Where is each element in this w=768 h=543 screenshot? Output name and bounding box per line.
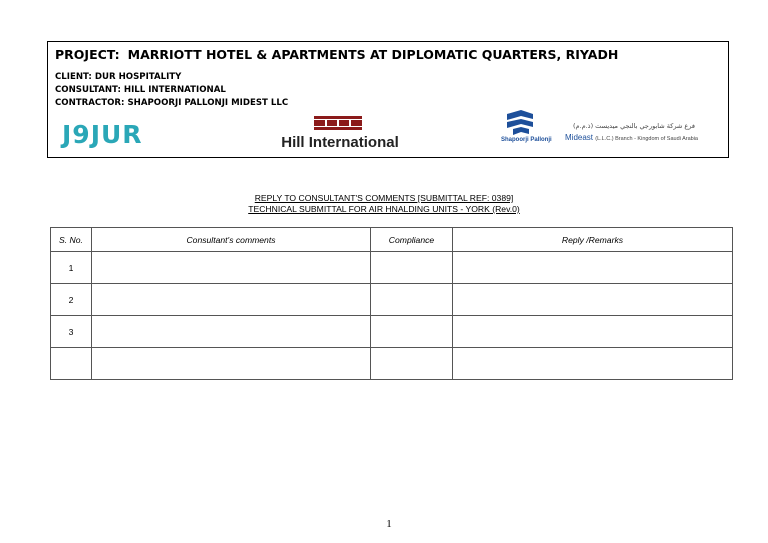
column-header-sno: S. No. bbox=[51, 228, 92, 252]
sno-cell bbox=[51, 348, 92, 380]
project-header-box bbox=[47, 41, 729, 158]
compliance-cell bbox=[371, 284, 453, 316]
hill-international-logo bbox=[260, 114, 420, 154]
compliance-cell bbox=[371, 348, 453, 380]
table-header-row bbox=[51, 228, 733, 252]
client-line: CLIENT: DUR HOSPITALITY bbox=[55, 72, 182, 82]
sno-cell: 3 bbox=[51, 316, 92, 348]
remarks-cell bbox=[453, 348, 733, 380]
project-label: PROJECT: bbox=[55, 47, 120, 62]
page-number: 1 bbox=[386, 518, 392, 530]
comments-cell bbox=[92, 252, 371, 284]
hill-mark-icon bbox=[314, 116, 362, 130]
sno-cell: 1 bbox=[51, 252, 92, 284]
dur-logo: J9JUR bbox=[62, 120, 143, 149]
consultant-line: CONSULTANT: HILL INTERNATIONAL bbox=[55, 85, 226, 95]
column-header-comments: Consultant's comments bbox=[92, 228, 371, 252]
reply-title-line1: REPLY TO CONSULTANT'S COMMENTS [SUBMITTAL REF: 0389] bbox=[254, 193, 514, 203]
remarks-cell bbox=[453, 252, 733, 284]
remarks-cell bbox=[453, 284, 733, 316]
comments-table bbox=[50, 227, 733, 380]
remarks-cell bbox=[453, 316, 733, 348]
sno-cell: 2 bbox=[51, 284, 92, 316]
sp-mideast-line bbox=[565, 133, 698, 142]
table-row bbox=[51, 252, 733, 284]
reply-title-line2: TECHNICAL SUBMITTAL FOR AIR HNALDING UNITS - YORK (Rev.0) bbox=[248, 204, 520, 214]
column-header-remarks: Reply /Remarks bbox=[453, 228, 733, 252]
comments-cell bbox=[92, 316, 371, 348]
contractor-line: CONTRACTOR: SHAPOORJI PALLONJI MIDEST LLC bbox=[55, 98, 289, 108]
table-row bbox=[51, 348, 733, 380]
hill-logo-text: Hill International bbox=[281, 134, 399, 151]
sp-branch-text: (L.L.C.) Branch - Kingdom of Saudi Arabia bbox=[595, 136, 698, 142]
project-line bbox=[55, 47, 618, 62]
compliance-cell bbox=[371, 316, 453, 348]
project-title: MARRIOTT HOTEL & APARTMENTS AT DIPLOMATIC QUARTERS, RIYADH bbox=[127, 47, 619, 62]
comments-cell bbox=[92, 348, 371, 380]
comments-cell bbox=[92, 284, 371, 316]
sp-name-text: Shapoorji Pallonji bbox=[501, 137, 552, 143]
compliance-cell bbox=[371, 252, 453, 284]
shapoorji-pallonji-logo bbox=[501, 110, 701, 150]
sp-mideast-text: Mideast bbox=[565, 133, 594, 142]
sp-arabic-text: فرع شركة شابورجي بالنجي ميديست (ذ.م.م) bbox=[572, 122, 695, 130]
column-header-compliance: Compliance bbox=[371, 228, 453, 252]
table-row bbox=[51, 316, 733, 348]
table-row bbox=[51, 284, 733, 316]
sp-mark-icon bbox=[503, 110, 537, 136]
